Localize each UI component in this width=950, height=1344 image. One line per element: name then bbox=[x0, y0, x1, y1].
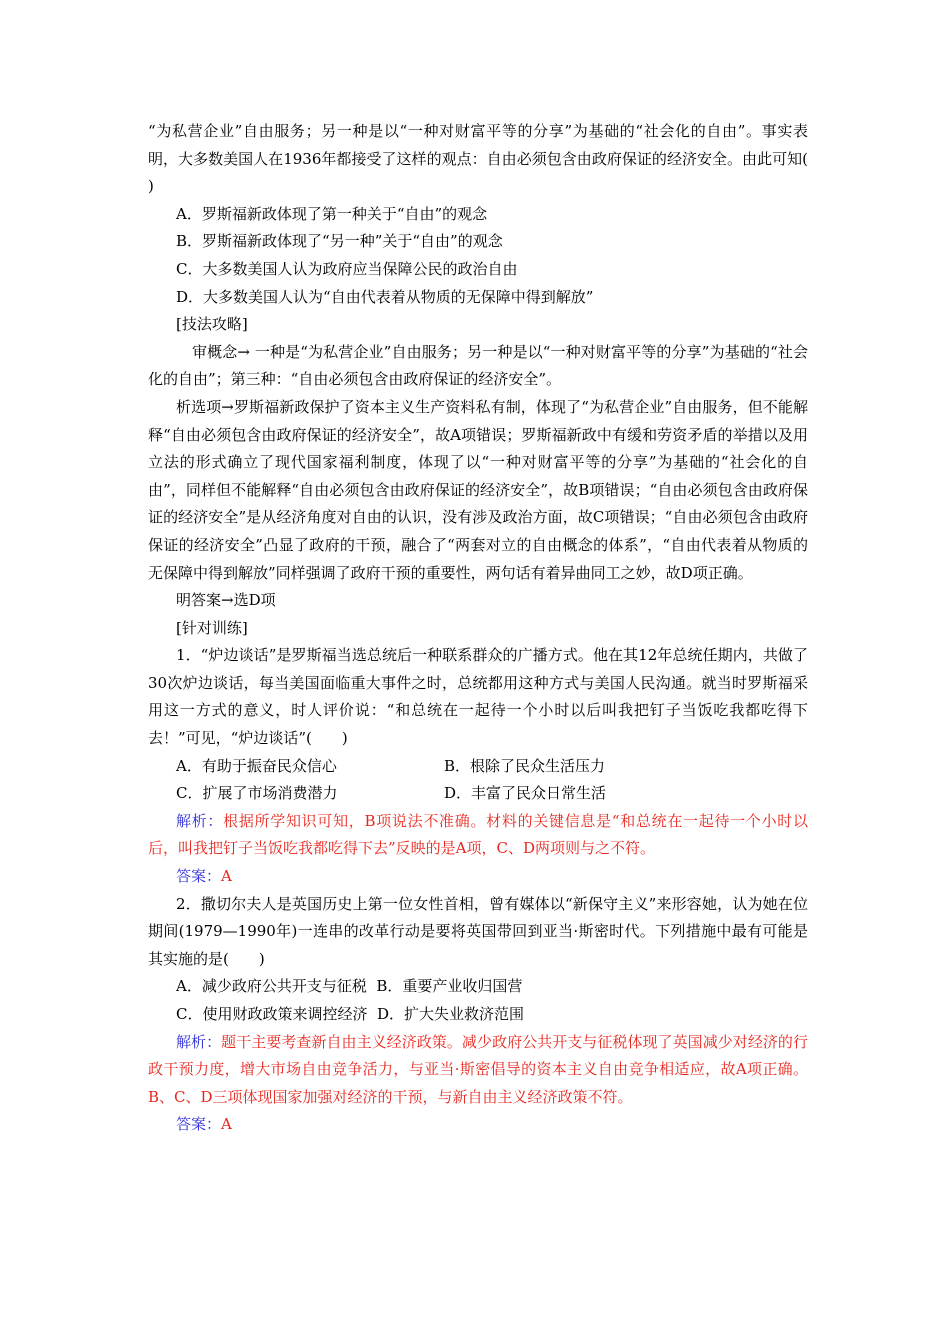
q1-answer-value: A bbox=[221, 867, 232, 886]
strategy-heading: [技法攻略] bbox=[176, 315, 248, 334]
q2-analysis-label: 解析： bbox=[176, 1032, 222, 1051]
q1-option-c: C．扩展了市场消费潜力 bbox=[176, 784, 338, 803]
option-c: C．大多数美国人认为政府应当保障公民的政治自由 bbox=[176, 259, 518, 278]
training-heading: [针对训练] bbox=[176, 618, 248, 637]
strategy-analysis: 析选项→罗斯福新政保护了资本主义生产资料私有制，体现了“为私营企业”自由服务，但不能解释“自由必须包含由政府保证的经济安全”，故A项错误；罗斯福新政中有缓和劳资矛盾的举措以及用立法的形式确立了现代国家福利制度，体现了以“一种对财富平等的分享”为基础的“社会化的自由”，同样但不能解释“自由必须包含由政府保证的经济安全”，故B项错误；“自由必须包含由政府保证的经济安全”是从经济角度对自由的认识，没有涉及政治方面，故C项错误；“自由必须包含由政府保证的经济安全”凸显了政府的干预，融合了“两套对立的自由概念的体系”，“自由代表着从物质的无保障中得到解放”同样强调了政府干预的重要性，两句话有着异曲同工之妙，故D项正确。 bbox=[148, 397, 808, 582]
q2-option-c: C．使用财政政策来调控经济 bbox=[176, 1005, 368, 1023]
q2-answer-value: A bbox=[221, 1115, 232, 1134]
q2-analysis bbox=[148, 1029, 808, 1112]
q2-options-row1 bbox=[148, 973, 808, 1001]
q2-answer-label: 答案： bbox=[176, 1115, 222, 1134]
q2-option-a: A．减少政府公共开支与征税 bbox=[176, 977, 367, 996]
document-page bbox=[148, 118, 839, 1139]
q1-answer bbox=[148, 863, 808, 891]
q1-options-row2 bbox=[148, 780, 808, 808]
q2-options-row2 bbox=[148, 1001, 808, 1029]
q1-answer-label: 答案： bbox=[176, 867, 222, 886]
q1-option-b: B．根除了民众生活压力 bbox=[444, 756, 606, 775]
strategy-answer: 明答案→选D项 bbox=[176, 591, 276, 610]
option-b: B．罗斯福新政体现了“另一种”关于“自由”的观念 bbox=[176, 232, 503, 251]
q1-analysis-text: 根据所学知识可知，B项说法不准确。材料的关键信息是“和总统在一起待一个小时以后，叫我把钉子当饭吃我都吃得下去”反映的是A项，C、D两项则与之不符。 bbox=[148, 811, 808, 858]
q1-analysis-label: 解析： bbox=[176, 811, 224, 830]
option-a: A．罗斯福新政体现了第一种关于“自由”的观念 bbox=[176, 204, 488, 223]
strategy-concept: 审概念→ 一种是“为私营企业”自由服务；另一种是以“一种对财富平等的分享”为基础的“社会化的自由”；第三种：“自由必须包含由政府保证的经济安全”。 bbox=[148, 342, 808, 389]
question-stem: “为私营企业”自由服务；另一种是以“一种对财富平等的分享”为基础的“社会化的自由”。事实表明，大多数美国人在1936年都接受了这样的观点：自由必须包含由政府保证的经济安全。由此可知( ) bbox=[148, 122, 839, 196]
q2-answer bbox=[148, 1111, 808, 1139]
q2-option-b: B．重要产业收归国营 bbox=[376, 977, 523, 996]
q2-analysis-text: 题干主要考查新自由主义经济政策。减少政府公共开支与征税体现了英国减少对经济的行政干预力度，增大市场自由竞争活力，与亚当·斯密倡导的资本主义自由竞争相适应，故A项正确。B、C、D三项体现国家加强对经济的干预，与新自由主义经济政策不符。 bbox=[148, 1032, 808, 1106]
option-d: D．大多数美国人认为“自由代表着从物质的无保障中得到解放” bbox=[176, 287, 594, 306]
q1-analysis bbox=[148, 808, 808, 863]
q1-option-d: D．丰富了民众日常生活 bbox=[444, 784, 607, 803]
q1-option-a: A．有助于振奋民众信心 bbox=[176, 756, 337, 775]
q1-options-row1 bbox=[148, 753, 808, 781]
q2-option-d: D．扩大失业救济范围 bbox=[377, 1005, 525, 1023]
q2-stem: 2．撒切尔夫人是英国历史上第一位女性首相，曾有媒体以“新保守主义”来形容她，认为她在位期间(1979—1990年)一连串的改革行动是要将英国带回到亚当·斯密时代。下列措施中最有可能是其实施的是( ) bbox=[148, 894, 808, 968]
q1-stem: 1．“炉边谈话”是罗斯福当选总统后一种联系群众的广播方式。他在其12年总统任期内，共做了30次炉边谈话，每当美国面临重大事件之时，总统都用这种方式与美国人民沟通。就当时罗斯福采用这一方式的意义，时人评价说：“和总统在一起待一个小时以后叫我把钉子当饭吃我都吃得下去！”可见，“炉边谈话”( ) bbox=[148, 646, 808, 748]
